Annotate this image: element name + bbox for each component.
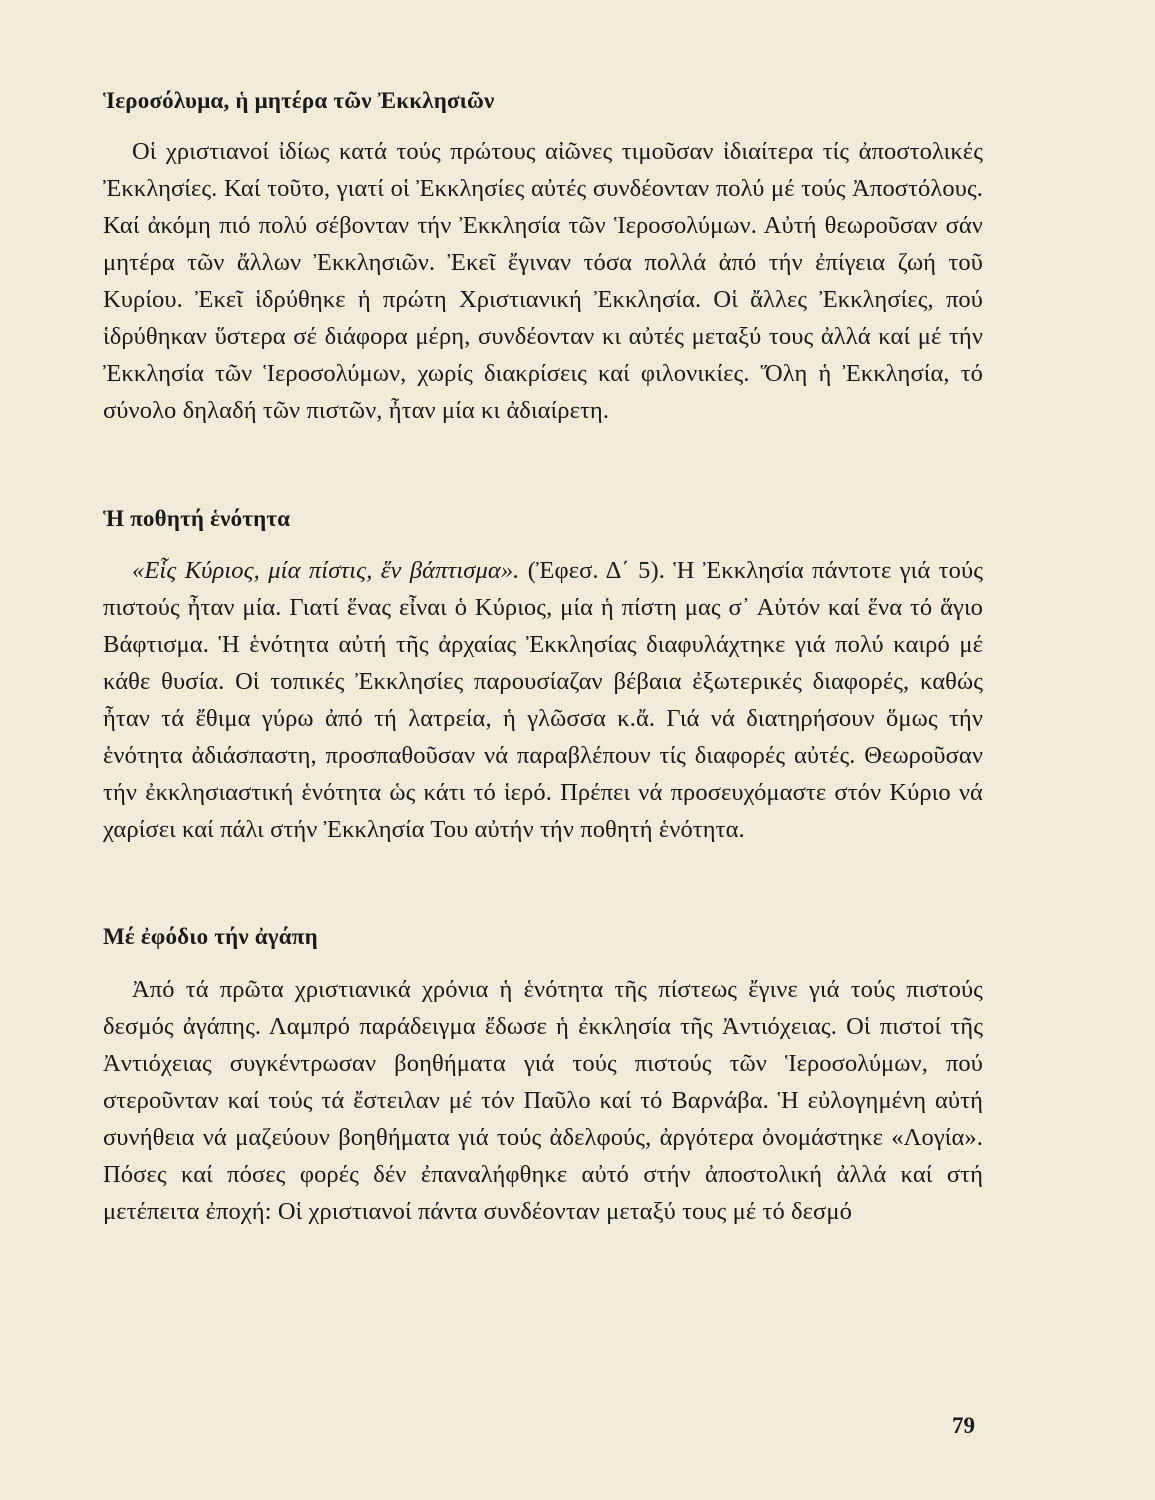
section-paragraph-unity (103, 552, 983, 848)
section-heading-love: Μέ ἐφόδιο τήν ἀγάπη (103, 924, 318, 949)
page-content (103, 86, 983, 1230)
section-heading-unity: Ἡ ποθητή ἑνότητα (103, 506, 291, 531)
scripture-quote: «Εἷς Κύριος, μία πίστις, ἕν βάπτισμα». (132, 557, 520, 584)
section-paragraph-unity-text: (Ἐφεσ. Δ΄ 5). Ἡ Ἐκκλησία πάντοτε γιά τούς πιστούς ἦταν μία. Γιατί ἕνας εἶναι ὁ Κύριος, μία ἡ πίστη μας σ᾽ Αὐτόν καί ἕνα τό ἅγιο Βάφτισμα. Ἡ ἑνότητα αὐτή τῆς ἀρχαίας Ἐκκλησίας διαφυλάχτηκε γιά πολύ καιρό μέ κάθε θυσία. Οἱ τοπικές Ἐκκλησίες παρουσίαζαν βέβαια ἐξωτερικές διαφορές, καθώς ἦταν τά ἔθιμα γύρω ἀπό τή λατρεία, ἡ γλῶσσα κ.ἄ. Γιά νά διατηρήσουν ὅμως τήν ἑνότητα ἀδιάσπαστη, προσπαθοῦσαν νά παραβλέπουν τίς διαφορές αὐτές. Θεωροῦσαν τήν ἐκκλησιαστική ἑνότητα ὡς κάτι τό ἱερό. Πρέπει νά προσευχόμαστε στόν Κύριο νά χαρίσει καί πάλι στήν Ἐκκλησία Του αὐτήν τήν ποθητή ἑνότητα. (103, 557, 984, 843)
section-paragraph-love: Ἀπό τά πρῶτα χριστιανικά χρόνια ἡ ἑνότητα τῆς πίστεως ἔγινε γιά τούς πιστούς δεσμός ἀγάπης. Λαμπρό παράδειγμα ἔδωσε ἡ ἐκκλησία τῆς Ἀντιόχειας. Οἱ πιστοί τῆς Ἀντιόχειας συγκέντρωσαν βοηθήματα γιά τούς πιστούς τῶν Ἱεροσολύμων, πού στεροῦνταν καί τούς τά ἔστειλαν μέ τόν Παῦλο καί τό Βαρνάβα. Ἡ εὐλογημένη αὐτή συνήθεια νά μαζεύουν βοηθήματα γιά τούς ἀδελφούς, ἀργότερα ὀνομάστηκε «Λογία». Πόσες καί πόσες φορές δέν ἐπαναλήφθηκε αὐτό στήν ἀποστολική ἀλλά καί στή μετέπειτα ἐποχή: Οἱ χριστιανοί πάντα συνδέονταν μεταξύ τους μέ τό δεσμό (103, 976, 983, 1225)
section-paragraph-jerusalem: Οἱ χριστιανοί ἰδίως κατά τούς πρώτους αἰῶνες τιμοῦσαν ἰδιαίτερα τίς ἀποστολικές Ἐκκλησίες. Καί τοῦτο, γιατί οἱ Ἐκκλησίες αὐτές συνδέονταν πολύ μέ τούς Ἀποστόλους. Καί ἀκόμη πιό πολύ σέβονταν τήν Ἐκκλησία τῶν Ἱεροσολύμων. Αὐτή θεωροῦσαν σάν μητέρα τῶν ἄλλων Ἐκκλησιῶν. Ἐκεῖ ἔγιναν τόσα πολλά ἀπό τήν ἐπίγεια ζωή τοῦ Κυρίου. Ἐκεῖ ἱδρύθηκε ἡ πρώτη Χριστιανική Ἐκκλησία. Οἱ ἄλλες Ἐκκλησίες, πού ἱδρύθηκαν ὕστερα σέ διάφορα μέρη, συνδέονταν κι αὐτές μεταξύ τους ἀλλά καί μέ τήν Ἐκκλησία τῶν Ἱεροσολύμων, χωρίς διακρίσεις καί φιλονικίες. Ὅλη ἡ Ἐκκλησία, τό σύνολο δηλαδή τῶν πιστῶν, ἦταν μία κι ἀδιαίρετη. (103, 138, 983, 424)
page-number: 79 (952, 1413, 975, 1438)
section-heading-jerusalem: Ἱεροσόλυμα, ἡ μητέρα τῶν Ἐκκλησιῶν (103, 88, 495, 113)
